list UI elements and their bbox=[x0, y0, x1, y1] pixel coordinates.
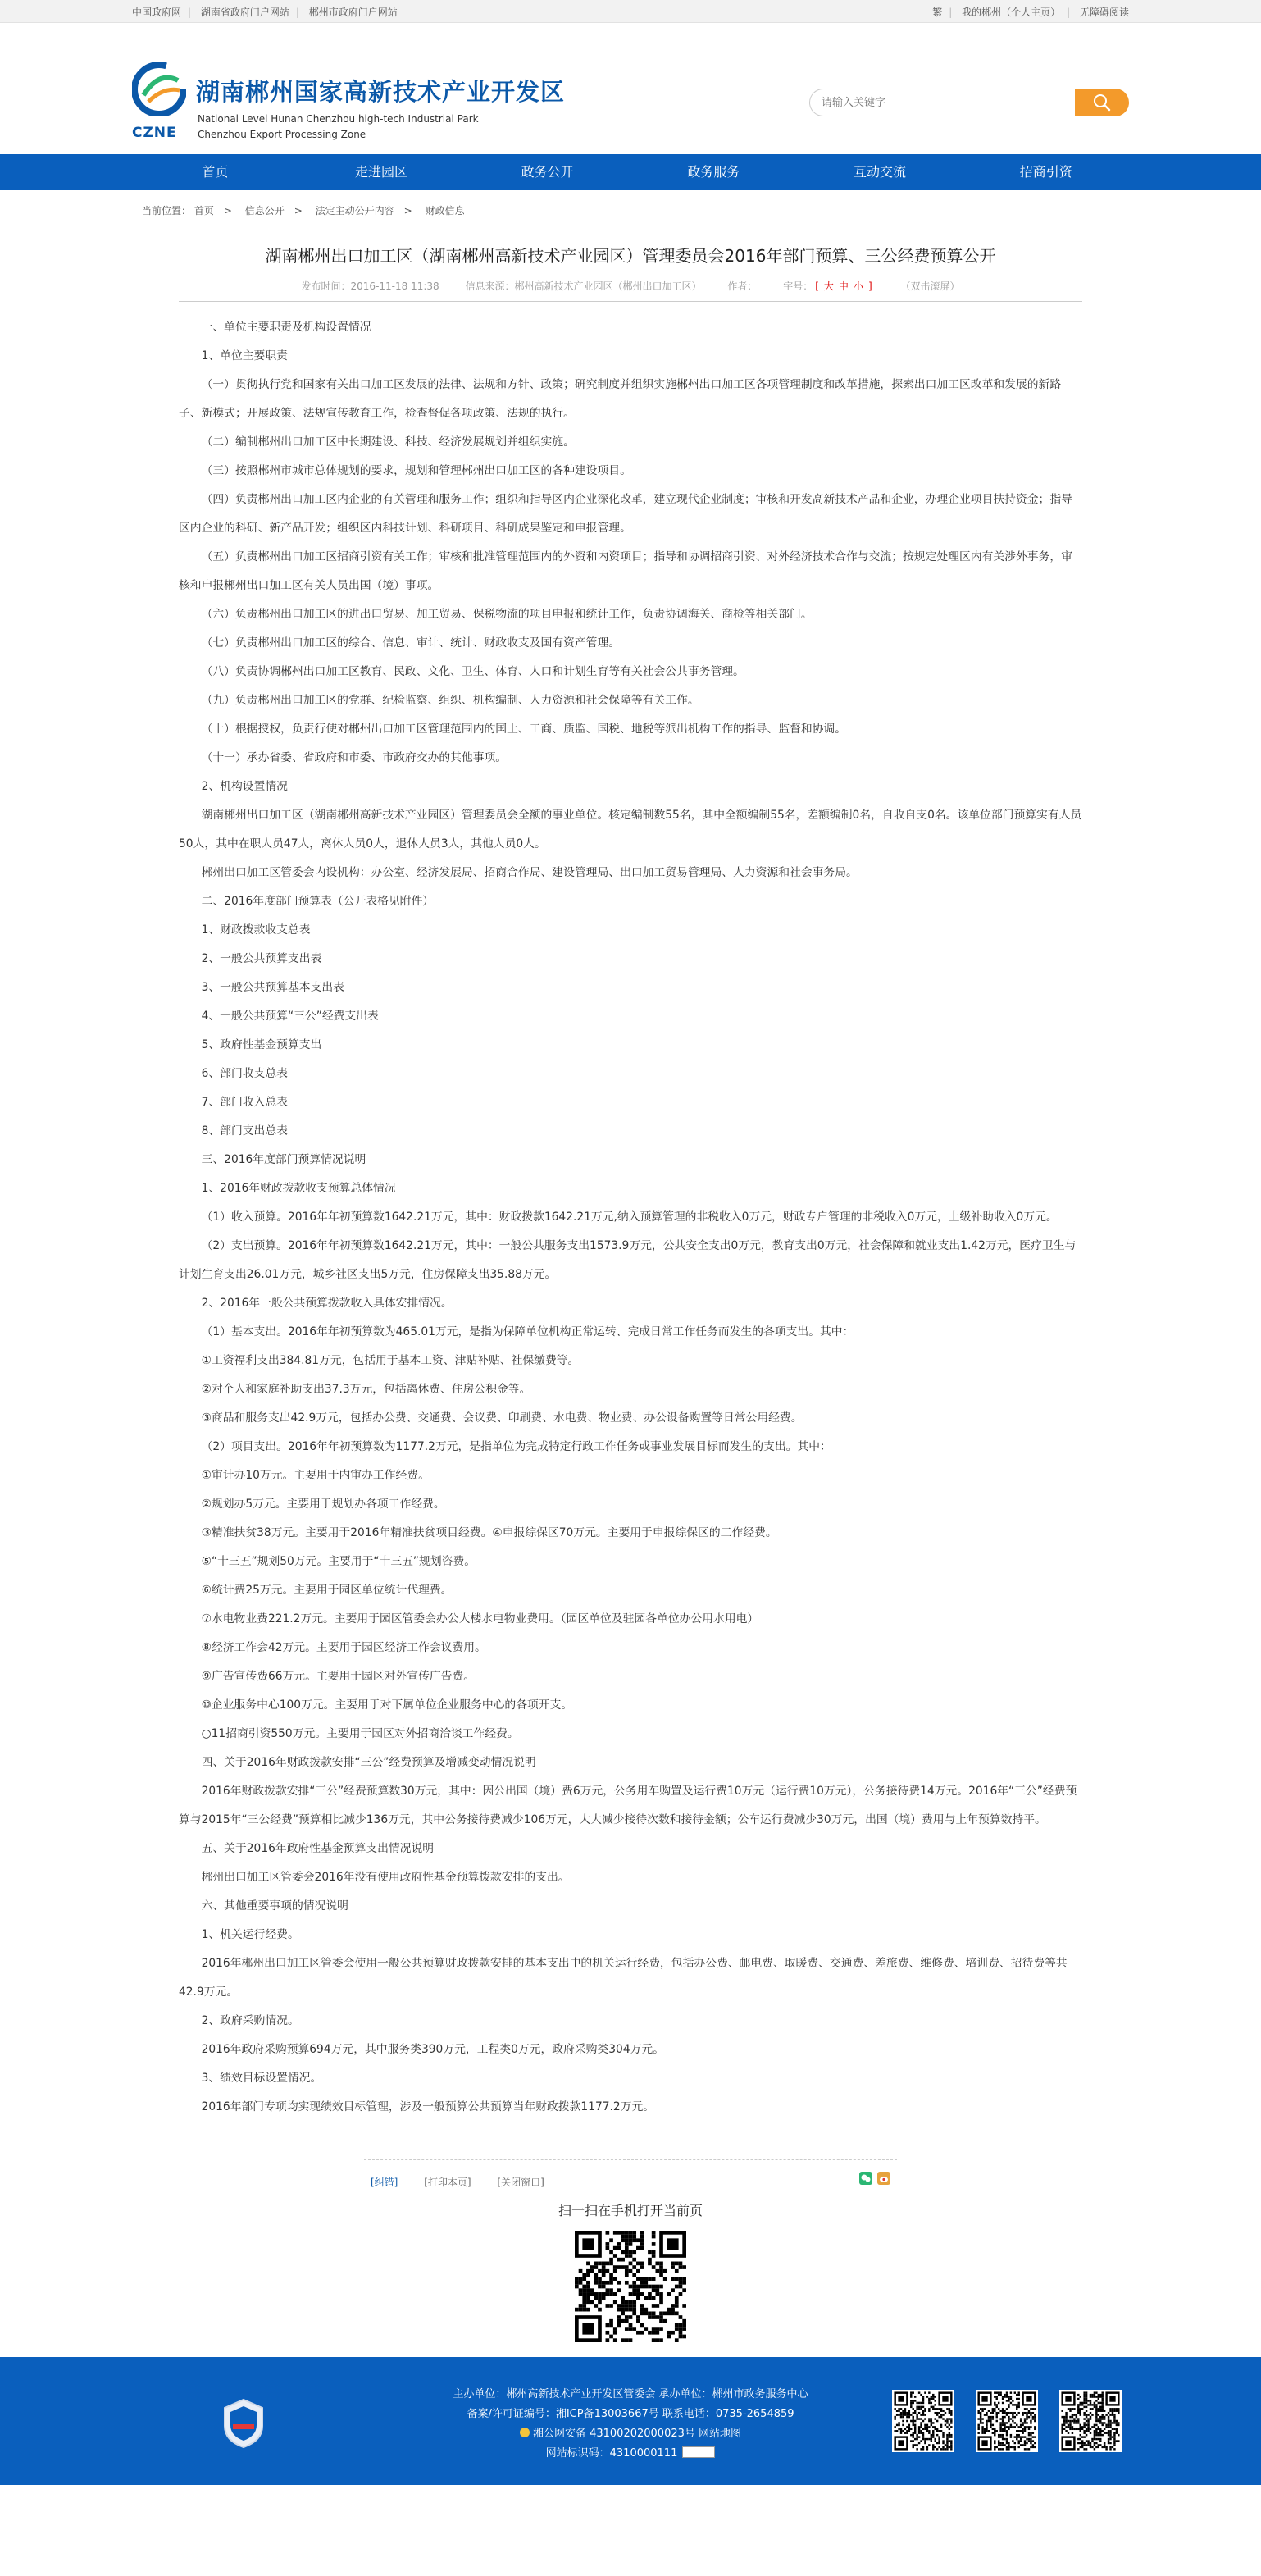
wechat-share-icon[interactable] bbox=[859, 2172, 872, 2185]
article-paragraph: 一、单位主要职责及机构设置情况 bbox=[201, 321, 371, 334]
font-large-button[interactable]: 大 bbox=[823, 280, 834, 292]
nav-item-home[interactable]: 首页 bbox=[202, 164, 229, 180]
article-paragraph: （一）贯彻执行党和国家有关出口加工区发展的法律、法规和方针、政策；研究制度并组织实施郴州出口加工区各项管理制度和改革措施，探索出口加工区改革和发展的新路子、新模式；开展政策、法规宣传教育工作，检查督促各项政策、法规的执行。 bbox=[179, 378, 1062, 420]
article-paragraph: 2016年财政拨款安排“三公”经费预算数30万元，其中：因公出国（境）费6万元，公务用车购置及运行费10万元（运行费10万元），公务接待费14万元。2016年“三公”经费预算与2015年“三公经费”预算相比减少136万元，其中公务接待费减少106万元，大大减少接待次数和接待金额；公车运行费减少30万元，出国（境）费用与上年预算数持平。 bbox=[179, 1785, 1077, 1826]
link-accessibility[interactable]: 无障碍阅读 bbox=[1079, 6, 1129, 18]
article-paragraph: 2、机构设置情况 bbox=[201, 780, 288, 793]
article-paragraph: ①审计办10万元。主要用于内审办工作经费。 bbox=[201, 1469, 430, 1482]
article-paragraph: 8、部门支出总表 bbox=[201, 1124, 288, 1138]
info-source: 信息来源：郴州高新技术产业园区（郴州出口加工区） bbox=[465, 280, 702, 292]
article-paragraph: 6、部门收支总表 bbox=[201, 1067, 288, 1080]
link-central-gov[interactable]: 中国政府网 bbox=[132, 6, 182, 18]
police-badge-icon bbox=[520, 2428, 530, 2437]
article bbox=[179, 231, 1082, 2342]
footer-qrcode-icon bbox=[976, 2390, 1038, 2452]
logo-abbr: CZNE bbox=[132, 125, 177, 141]
correction-button[interactable]: [纠错] bbox=[371, 2177, 398, 2188]
footer-qrcode-icon bbox=[892, 2390, 954, 2452]
article-paragraph: （2）项目支出。2016年年初预算数为1177.2万元，是指单位为完成特定行政工作任务或事业发展目标而发生的支出。其中： bbox=[201, 1440, 831, 1453]
article-paragraph: 四、关于2016年财政拨款安排“三公”经费预算及增减变动情况说明 bbox=[201, 1756, 536, 1769]
breadcrumb-item[interactable]: 首页 bbox=[193, 205, 214, 217]
main-nav bbox=[0, 154, 1261, 190]
page-qrcode-icon bbox=[575, 2231, 686, 2342]
article-paragraph: ⑧经济工作会42万元。主要用于园区经济工作会议费用。 bbox=[201, 1641, 486, 1654]
close-window-button[interactable]: [关闭窗口] bbox=[497, 2177, 544, 2188]
article-paragraph: ①工资福利支出384.81万元，包括用于基本工资、津贴补贴、社保缴费等。 bbox=[201, 1354, 580, 1367]
article-paragraph: ⑦水电物业费221.2万元。主要用于园区管委会办公大楼水电物业费用。（园区单位及驻园各单位办公用水用电） bbox=[201, 1612, 759, 1625]
article-paragraph: （五）负责郴州出口加工区招商引资有关工作；审核和批准管理范围内的外资和内资项目；指导和协调招商引资、对外经济技术合作与交流；按规定处理区内有关涉外事务，审核和申报郴州出口加工区有关人员出国（境）事项。 bbox=[179, 550, 1072, 592]
article-paragraph: （七）负责郴州出口加工区的综合、信息、审计、统计、财政收支及国有资产管理。 bbox=[201, 636, 621, 650]
link-hunan-gov[interactable]: 湖南省政府门户网站 bbox=[200, 6, 289, 18]
breadcrumb-label: 当前位置： bbox=[142, 205, 192, 217]
article-paragraph: ⑥统计费25万元。主要用于园区单位统计代理费。 bbox=[201, 1584, 453, 1597]
topbar bbox=[0, 0, 1261, 23]
article-paragraph: 郴州出口加工区管委会内设机构：办公室、经济发展局、招商合作局、建设管理局、出口加工贸易管理局、人力资源和社会事务局。 bbox=[201, 866, 858, 879]
publish-time: 发布时间：2016-11-18 11:38 bbox=[301, 280, 439, 292]
nav-item-interaction[interactable]: 互动交流 bbox=[854, 164, 907, 180]
nav-item-investment[interactable]: 招商引资 bbox=[1019, 164, 1072, 180]
article-paragraph: 7、部门收入总表 bbox=[201, 1096, 288, 1109]
search-button[interactable] bbox=[1075, 89, 1129, 116]
site-id-badge-icon bbox=[682, 2446, 715, 2458]
article-paragraph: （九）负责郴州出口加工区的党群、纪检监察、组织、机构编制、人力资源和社会保障等有关工作。 bbox=[201, 694, 699, 707]
article-paragraph: 六、其他重要事项的情况说明 bbox=[201, 1899, 348, 1913]
footer-site-id: 网站标识码：4310000111 bbox=[545, 2447, 678, 2460]
font-medium-button[interactable]: 中 bbox=[838, 280, 849, 292]
font-small-button[interactable]: 小 bbox=[853, 280, 863, 292]
site-title[interactable]: 湖南郴州国家高新技术产业开发区 bbox=[196, 78, 566, 106]
article-paragraph: （四）负责郴州出口加工区内企业的有关管理和服务工作；组织和指导区内企业深化改革，建立现代企业制度；审核和开发高新技术产品和企业，办理企业项目扶持资金；指导区内企业的科研、新产品开发；组织区内科技计划、科研项目、科研成果鉴定和申报管理。 bbox=[179, 493, 1072, 535]
article-paragraph: ⑨广告宣传费66万元。主要用于园区对外宣传广告费。 bbox=[201, 1670, 476, 1683]
share-icons bbox=[859, 2172, 890, 2185]
header bbox=[0, 23, 1261, 154]
article-paragraph: （十一）承办省委、省政府和市委、市政府交办的其他事项。 bbox=[201, 751, 508, 764]
font-size-label: 字号： bbox=[783, 280, 813, 292]
site-logo-icon[interactable] bbox=[132, 62, 186, 116]
footer bbox=[0, 2357, 1261, 2485]
article-paragraph: （六）负责郴州出口加工区的进出口贸易、加工贸易、保税物流的项目申报和统计工作，负责协调海关、商检等相关部门。 bbox=[201, 608, 813, 621]
article-actions bbox=[364, 2159, 897, 2199]
gov-links: 中国政府网 | 湖南省政府门户网站 | 郴州市政府门户网站 bbox=[132, 6, 398, 18]
article-paragraph: 湖南郴州出口加工区（湖南郴州高新技术产业园区）管理委员会全额的事业单位。核定编制数55名，其中全额编制55名，差额编制0名，自收自支0名。该单位部门预算实有人员50人，其中在职人员47人，离休人员0人，退休人员3人，其他人员0人。 bbox=[179, 809, 1082, 850]
font-bracket: [ bbox=[815, 280, 819, 292]
article-paragraph: ⑤“十三五”规划50万元。主要用于“十三五”规划咨费。 bbox=[201, 1555, 476, 1568]
article-paragraph: 1、单位主要职责 bbox=[201, 349, 288, 362]
font-bracket: ] bbox=[867, 280, 872, 292]
article-paragraph: 五、关于2016年政府性基金预算支出情况说明 bbox=[201, 1842, 435, 1855]
site-subtitle-line: National Level Hunan Chenzhou high-tech Industrial Park bbox=[198, 113, 479, 125]
footer-line: 备案/许可证编号：湘ICP备13003667号 联系电话：0735-2654859 bbox=[467, 2408, 794, 2420]
article-paragraph: 3、一般公共预算基本支出表 bbox=[201, 981, 344, 994]
article-paragraph: 2、政府采购情况。 bbox=[201, 2014, 299, 2027]
article-paragraph: 3、绩效目标设置情况。 bbox=[201, 2072, 322, 2085]
breadcrumb-item[interactable]: 信息公开 bbox=[244, 205, 285, 217]
link-traditional[interactable]: 繁 bbox=[932, 6, 943, 18]
weibo-share-icon[interactable] bbox=[877, 2172, 890, 2185]
author: 作者： bbox=[727, 280, 758, 292]
article-paragraph: （三）按照郴州市城市总体规划的要求，规划和管理郴州出口加工区的各种建设项目。 bbox=[201, 464, 631, 477]
article-paragraph: 1、2016年财政拨款收支预算总体情况 bbox=[201, 1182, 396, 1195]
dblclick-scroll[interactable]: （双击滚屏） bbox=[900, 280, 960, 292]
article-paragraph: 4、一般公共预算“三公”经费支出表 bbox=[201, 1010, 379, 1023]
article-paragraph: ○11招商引资550万元。主要用于园区对外招商洽谈工作经费。 bbox=[201, 1727, 519, 1740]
breadcrumb-item[interactable]: 财政信息 bbox=[425, 205, 465, 217]
article-paragraph: 2016年政府采购预算694万元，其中服务类390万元，工程类0万元，政府采购类304万元。 bbox=[201, 2043, 664, 2056]
article-paragraph: 5、政府性基金预算支出 bbox=[201, 1038, 322, 1051]
article-paragraph: （八）负责协调郴州出口加工区教育、民政、文化、卫生、体育、人口和计划生育等有关社会公共事务管理。 bbox=[201, 665, 744, 678]
article-paragraph: （二）编制郴州出口加工区中长期建设、科技、经济发展规划并组织实施。 bbox=[201, 435, 575, 449]
article-paragraph: 2016年郴州出口加工区管委会使用一般公共预算财政拨款安排的基本支出中的机关运行经费，包括办公费、邮电费、取暖费、交通费、差旅费、维修费、培训费、招待费等共42.9万元。 bbox=[179, 1957, 1068, 1999]
nav-item-gov-service[interactable]: 政务服务 bbox=[687, 164, 740, 180]
breadcrumb: 当前位置： 首页 > 信息公开 > 法定主动公开内容 > 财政信息 bbox=[142, 205, 465, 217]
breadcrumb-item[interactable]: 法定主动公开内容 bbox=[315, 205, 394, 217]
footer-line: 主办单位：郴州高新技术产业开发区管委会 承办单位：郴州市政务服务中心 bbox=[453, 2388, 808, 2400]
link-my-chenzhou[interactable]: 我的郴州（个人主页） bbox=[962, 6, 1061, 18]
article-title: 湖南郴州出口加工区（湖南郴州高新技术产业园区）管理委员会2016年部门预算、三公经费预算公开 bbox=[265, 246, 996, 266]
nav-item-about[interactable]: 走进园区 bbox=[355, 164, 408, 180]
article-paragraph: （1）收入预算。2016年年初预算数1642.21万元，其中：财政拨款1642.21万元,纳入预算管理的非税收入0万元，财政专户管理的非税收入0万元，上级补助收入0万元。 bbox=[201, 1210, 1058, 1224]
article-paragraph: （十）根据授权，负责行使对郴州出口加工区管理范围内的国土、工商、质监、国税、地税等派出机构工作的指导、监督和协调。 bbox=[201, 723, 847, 736]
article-body bbox=[179, 313, 1082, 2122]
article-paragraph: ⑩企业服务中心100万元。主要用于对下属单位企业服务中心的各项开支。 bbox=[201, 1698, 573, 1712]
article-paragraph: 三、2016年度部门预算情况说明 bbox=[201, 1153, 366, 1166]
article-paragraph: ③精准扶贫38万元。主要用于2016年精准扶贫项目经费。④申报综保区70万元。主要用于申报综保区的工作经费。 bbox=[201, 1526, 777, 1539]
article-paragraph: 2、2016年一般公共预算拨款收入具体安排情况。 bbox=[201, 1297, 453, 1310]
footer-qrcode-icon bbox=[1059, 2390, 1122, 2452]
print-button[interactable]: [打印本页] bbox=[424, 2177, 471, 2188]
link-chenzhou-gov[interactable]: 郴州市政府门户网站 bbox=[308, 6, 398, 18]
footer-police-record[interactable]: 湘公网安备 43100202000023号 网站地图 bbox=[532, 2428, 742, 2440]
font-size-control bbox=[783, 280, 877, 292]
article-paragraph: ②对个人和家庭补助支出37.3万元，包括离休费、住房公积金等。 bbox=[201, 1383, 531, 1396]
article-meta bbox=[179, 279, 1082, 302]
article-paragraph: （2）支出预算。2016年年初预算数1642.21万元，其中：一般公共服务支出1573.9万元，公共安全支出0万元，教育支出0万元，社会保障和就业支出1.42万元，医疗卫生与计划生育支出26.01万元，城乡社区支出5万元，住房保障支出35.88万元。 bbox=[179, 1239, 1077, 1281]
scan-tip: 扫一扫在手机打开当前页 bbox=[558, 2203, 703, 2218]
article-paragraph: 二、2016年度部门预算表（公开表格见附件） bbox=[201, 895, 435, 908]
search-input[interactable] bbox=[809, 89, 1075, 116]
article-paragraph: ③商品和服务支出42.9万元，包括办公费、交通费、会议费、印刷费、水电费、物业费、办公设备购置等日常公用经费。 bbox=[201, 1411, 803, 1425]
site-subtitle bbox=[198, 112, 479, 143]
article-paragraph: 2016年部门专项均实现绩效目标管理，涉及一般预算公共预算当年财政拨款1177.2万元。 bbox=[201, 2100, 655, 2113]
search-box bbox=[809, 89, 1129, 116]
search-icon bbox=[1093, 93, 1111, 112]
article-paragraph: 2、一般公共预算支出表 bbox=[201, 952, 322, 965]
nav-item-gov-info[interactable]: 政务公开 bbox=[521, 164, 574, 180]
site-subtitle-line: Chenzhou Export Processing Zone bbox=[198, 129, 366, 140]
footer-qrcodes bbox=[892, 2390, 1122, 2452]
util-links: 繁 | 我的郴州（个人主页） | 无障碍阅读 bbox=[932, 6, 1129, 18]
article-paragraph: （1）基本支出。2016年年初预算数为465.01万元，是指为保障单位机构正常运转、完成日常工作任务而发生的各项支出。其中： bbox=[201, 1325, 854, 1338]
article-paragraph: 1、财政拨款收支总表 bbox=[201, 923, 311, 937]
article-paragraph: 1、机关运行经费。 bbox=[201, 1928, 299, 1941]
article-paragraph: ②规划办5万元。主要用于规划办各项工作经费。 bbox=[201, 1498, 445, 1511]
article-paragraph: 郴州出口加工区管委会2016年没有使用政府性基金预算拨款安排的支出。 bbox=[201, 1871, 570, 1884]
